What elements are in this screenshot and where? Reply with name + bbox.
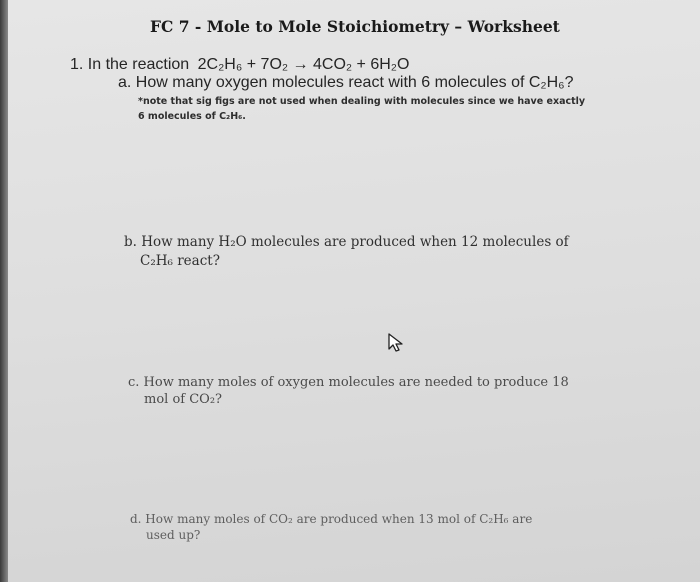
worksheet-title: FC 7 - Mole to Mole Stoichiometry – Worksheet [150, 17, 560, 36]
note-line-1: *note that sig figs are not used when dealing with molecules since we have exactly [138, 96, 586, 107]
question-1b-line-2: C₂H₆ react? [140, 253, 220, 269]
question-1d-line-1: d. How many moles of CO₂ are produced when 13 mol of C₂H₆ are [130, 512, 533, 526]
question-1-prefix: 1. In the reaction [70, 56, 190, 73]
question-1 [70, 56, 409, 74]
reaction-equation: 2C₂H₆ + 7O₂ → 4CO₂ + 6H₂O [197, 56, 410, 73]
question-1a: a. How many oxygen molecules react with 6 molecules of C₂H₆? [118, 74, 574, 91]
note-line-2: 6 molecules of C₂H₆. [138, 111, 246, 122]
question-1c-line-2: mol of CO₂? [144, 392, 222, 407]
question-1d [130, 511, 600, 543]
question-1d-line-2: used up? [146, 528, 201, 542]
question-1b [124, 233, 604, 271]
question-1c [128, 374, 598, 408]
question-1b-line-1: b. How many H₂O molecules are produced when 12 molecules of [124, 234, 569, 250]
sig-figs-note [138, 94, 608, 124]
screen-bezel [0, 0, 8, 582]
question-1c-line-1: c. How many moles of oxygen molecules are needed to produce 18 [128, 375, 569, 390]
mouse-pointer-icon [386, 331, 408, 353]
